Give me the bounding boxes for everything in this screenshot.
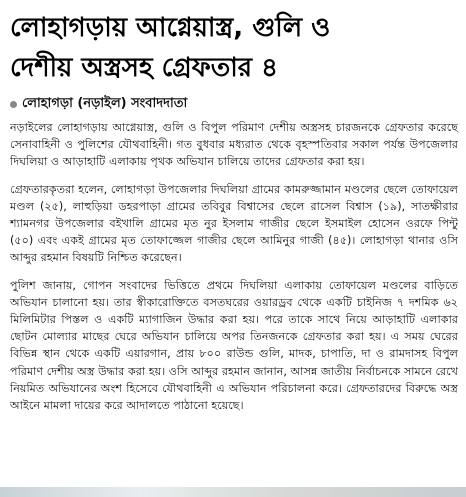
paragraph-3: পুলিশ জানায়, গোপন সংবাদের ভিত্তিতে প্রথমে দিঘলিয়া এলাকায় তোফায়েল মণ্ডলের বাড়িতে অভিযান চালানো হয়। তার স্বীকারোক্তিতে বসতঘরের ওয়ারড্রব থেকে একটি চাইনিজ ৭ দশমিক ৬২ মিলিমিটার পিস্তল ও একটি ম্যাগাজিন উদ্ধার করা হয়। পরে তাকে সাথে নিয়ে আড়াহাটি এলাকার ছোটন মোল্যার মাছের ঘেরে অভিযান চালিয়ে অপর তিনজনকে গ্রেফতার করা হয়। এ সময় ঘেরের বিভিন্ন স্থান থেকে একটি এয়ারগান, প্রায় ৮০০ রাউন্ড গুলি, মাদক, চাপাতি, দা ও রামদাসহ বিপুল পরিমাণ দেশীয় অস্ত্র উদ্ধার করা হয়। ওসি আব্দুর রহমান জানান, আসন্ন জাতীয় নির্বাচনকে সামনে রেখে নিয়মিত অভিযানের অংশ হিসেবে যৌথবাহিনী এ অভিযান পরিচালনা করে। গ্রেফতারদের বিরুদ্ধে অস্ত্র আইনে মামলা দায়ের করে আদালতে পাঠানো হয়েছে। xyxy=(10,278,458,413)
paragraph-1: নড়াইলের লোহাগড়ায় আগ্নেয়াস্ত্র, গুলি ও বিপুল পরিমাণ দেশীয় অস্ত্রসহ চারজনকে গ্রেফতার করেছে সেনাবাহিনী ও পুলিশের যৌথবাহিনী। গত বুধবার মধ্যরাত থেকে বৃহস্পতিবার সকাল পর্যন্ত উপজেলার দিঘলিয়া ও আড়াহাটি এলাকায় পৃথক অভিযান চালিয়ে তাদের গ্রেফতার করা হয়। xyxy=(10,121,458,169)
headline-line-1: লোহাগড়ায় আগ্নেয়াস্ত্র, গুলি ও xyxy=(10,13,331,43)
dateline: লোহাগড়া (নড়াইল) সংবাদদাতা xyxy=(22,96,188,111)
bullet-icon xyxy=(10,101,17,108)
news-article xyxy=(10,8,458,414)
photo-edge-strip xyxy=(0,487,466,497)
dateline-row xyxy=(10,94,458,115)
article-headline xyxy=(10,8,458,88)
headline-line-2: দেশীয় অস্ত্রসহ গ্রেফতার ৪ xyxy=(10,53,278,83)
paragraph-2: গ্রেফতারকৃতরা হলেন, লোহাগড়া উপজেলার দিঘলিয়া গ্রামের কামরুজ্জামান মণ্ডলের ছেলে তোফায়েল মণ্ডল (২৫), লাহুড়িয়া ডহরপাড়া গ্রামের তবিবুর বিশ্বাসের ছেলে রাসেল বিশ্বাস (১৯), সাতক্ষীরার শ্যামনগর উপজেলার বইখালি গ্রামের মৃত নুর ইসলাম গাজীর ছেলে ইসমাইল হোসেন ওরফে পিন্টু (৫০) এবং একই গ্রামের মৃত তোফাজ্জেল গাজীর ছেলে আমিনুর গাজী (৪৫)। লোহাগড়া থানার ওসি আব্দুর রহমান বিষয়টি নিশ্চিত করেছেন। xyxy=(10,182,458,265)
